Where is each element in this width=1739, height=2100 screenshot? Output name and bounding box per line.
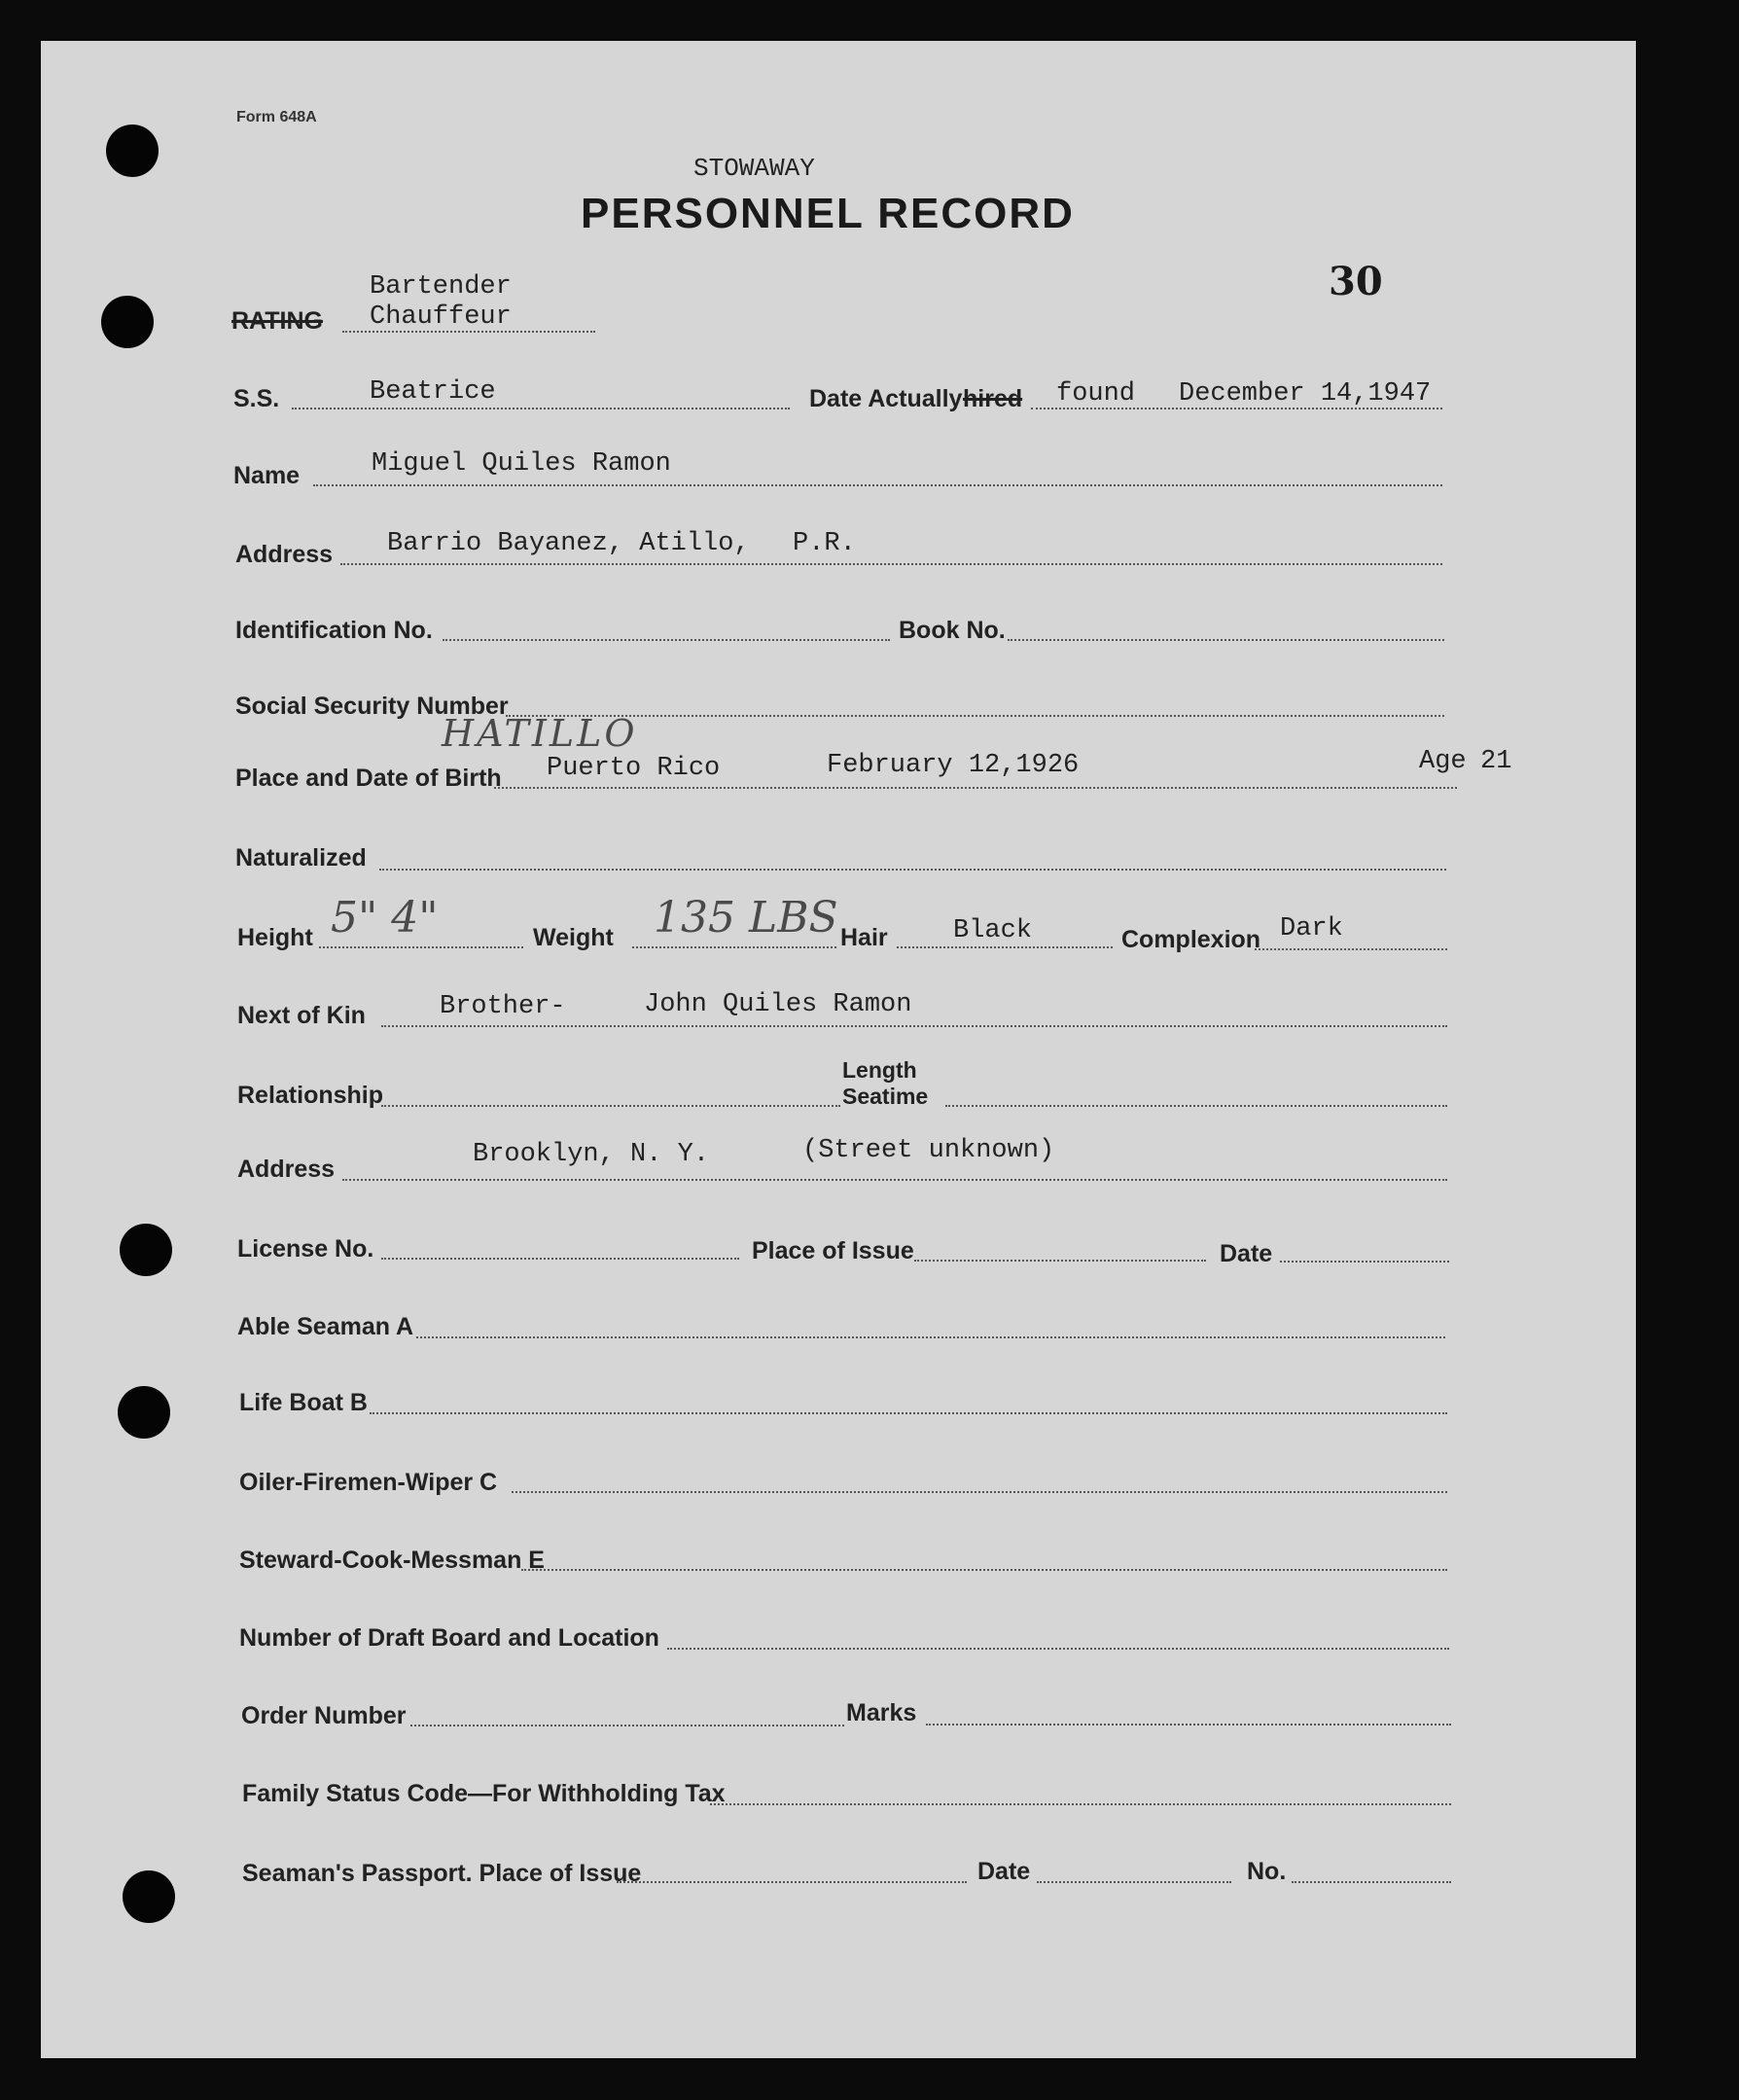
ssn-line [506, 715, 1444, 717]
age-value: 21 [1480, 747, 1512, 776]
complexion-value: Dark [1280, 914, 1343, 943]
address-label: Address [235, 541, 334, 568]
marks-line [926, 1724, 1451, 1726]
seatime-line [945, 1105, 1447, 1107]
next-of-kin-label: Next of Kin [237, 1002, 366, 1029]
rating-value-1: Bartender [370, 272, 512, 302]
binder-hole [118, 1386, 170, 1439]
ss-label: S.S. [233, 385, 280, 412]
kin-address-note: (Street unknown) [802, 1136, 1055, 1165]
hair-value: Black [953, 916, 1033, 945]
height-line [319, 946, 523, 948]
passport-date-label: Date [977, 1858, 1031, 1885]
height-value: 5" 4" [331, 893, 439, 943]
license-label: License No. [237, 1235, 374, 1263]
place-of-issue-line [914, 1260, 1206, 1262]
family-status-label: Family Status Code—For Withholding Tax [242, 1780, 726, 1807]
kin-address-label: Address [237, 1156, 336, 1183]
naturalized-label: Naturalized [235, 844, 367, 872]
draft-board-label: Number of Draft Board and Location [239, 1624, 659, 1652]
birth-label: Place and Date of Birth [235, 765, 502, 792]
ssn-label: Social Security Number [235, 693, 509, 720]
hair-line [897, 946, 1113, 948]
date-found-word: found [1056, 379, 1136, 409]
birth-line [494, 787, 1457, 789]
date-found-line [1031, 408, 1442, 409]
next-of-kin-relation: Brother- [440, 992, 566, 1021]
order-number-label: Order Number [241, 1702, 407, 1729]
ss-value: Beatrice [370, 377, 496, 407]
life-boat-label: Life Boat B [239, 1389, 368, 1416]
relationship-label: Relationship [237, 1082, 384, 1109]
seatime-label-1: Length [842, 1057, 917, 1083]
name-label: Name [233, 462, 301, 489]
kin-address-line [342, 1179, 1447, 1181]
weight-label: Weight [533, 924, 614, 951]
weight-line [632, 946, 836, 948]
binder-hole [123, 1870, 175, 1923]
order-number-line [410, 1725, 844, 1726]
date-found-label: Date Actually [809, 385, 963, 412]
rating-value-2: Chauffeur [370, 303, 512, 332]
license-date-label: Date [1220, 1240, 1273, 1267]
able-seaman-label: Able Seaman A [237, 1313, 414, 1340]
passport-no-line [1292, 1881, 1451, 1883]
steward-label: Steward-Cook-Messman E [239, 1547, 545, 1574]
oiler-label: Oiler-Firemen-Wiper C [239, 1469, 498, 1496]
book-label: Book No. [899, 617, 1006, 644]
next-of-kin-value: John Quiles Ramon [644, 990, 912, 1019]
license-date-line [1280, 1261, 1449, 1263]
relationship-line [381, 1105, 840, 1107]
license-line [381, 1258, 739, 1260]
page-number: 30 [1329, 259, 1383, 304]
form-title: PERSONNEL RECORD [581, 190, 1075, 237]
address-value: Barrio Bayanez, Atillo, [387, 529, 750, 558]
complexion-line [1255, 948, 1447, 950]
passport-line [617, 1881, 967, 1883]
form-subtitle: STOWAWAY [693, 154, 815, 183]
marks-label: Marks [846, 1699, 917, 1726]
life-boat-line [370, 1412, 1447, 1414]
address-state: P.R. [793, 529, 856, 558]
name-line [313, 484, 1442, 486]
birth-place: Puerto Rico [547, 754, 721, 783]
draft-board-line [667, 1648, 1449, 1650]
steward-line [521, 1569, 1447, 1571]
rating-line [342, 331, 595, 333]
birth-date: February 12,1926 [827, 751, 1080, 780]
family-status-line [710, 1803, 1451, 1805]
date-found-value: December 14,1947 [1179, 379, 1432, 409]
rating-label: RATING [231, 307, 323, 335]
document-page [41, 41, 1636, 2058]
binder-hole [101, 296, 154, 348]
weight-value: 135 LBS [654, 893, 838, 943]
identification-label: Identification No. [235, 617, 433, 644]
kin-address-value: Brooklyn, N. Y. [473, 1140, 710, 1169]
date-struck-word: hired [963, 385, 1023, 412]
passport-label: Seaman's Passport. Place of Issue [242, 1860, 642, 1887]
oiler-line [512, 1491, 1447, 1493]
complexion-label: Complexion [1121, 926, 1261, 953]
passport-date-line [1037, 1881, 1231, 1883]
address-line [340, 563, 1442, 565]
book-line [1008, 639, 1444, 641]
height-label: Height [237, 924, 313, 951]
birth-handwritten-place: HATILLO [442, 712, 638, 755]
place-of-issue-label: Place of Issue [752, 1237, 914, 1264]
binder-hole [120, 1224, 172, 1276]
able-seaman-line [416, 1336, 1445, 1338]
binder-hole [106, 125, 159, 177]
hair-label: Hair [840, 924, 888, 951]
identification-line [443, 639, 890, 641]
name-value: Miguel Quiles Ramon [372, 449, 671, 479]
next-of-kin-line [381, 1025, 1447, 1027]
passport-no-label: No. [1247, 1858, 1287, 1885]
ss-line [292, 408, 790, 409]
naturalized-line [379, 869, 1446, 871]
seatime-label-2: Seatime [842, 1084, 929, 1109]
age-label: Age [1419, 747, 1467, 776]
form-number: Form 648A [236, 109, 317, 125]
